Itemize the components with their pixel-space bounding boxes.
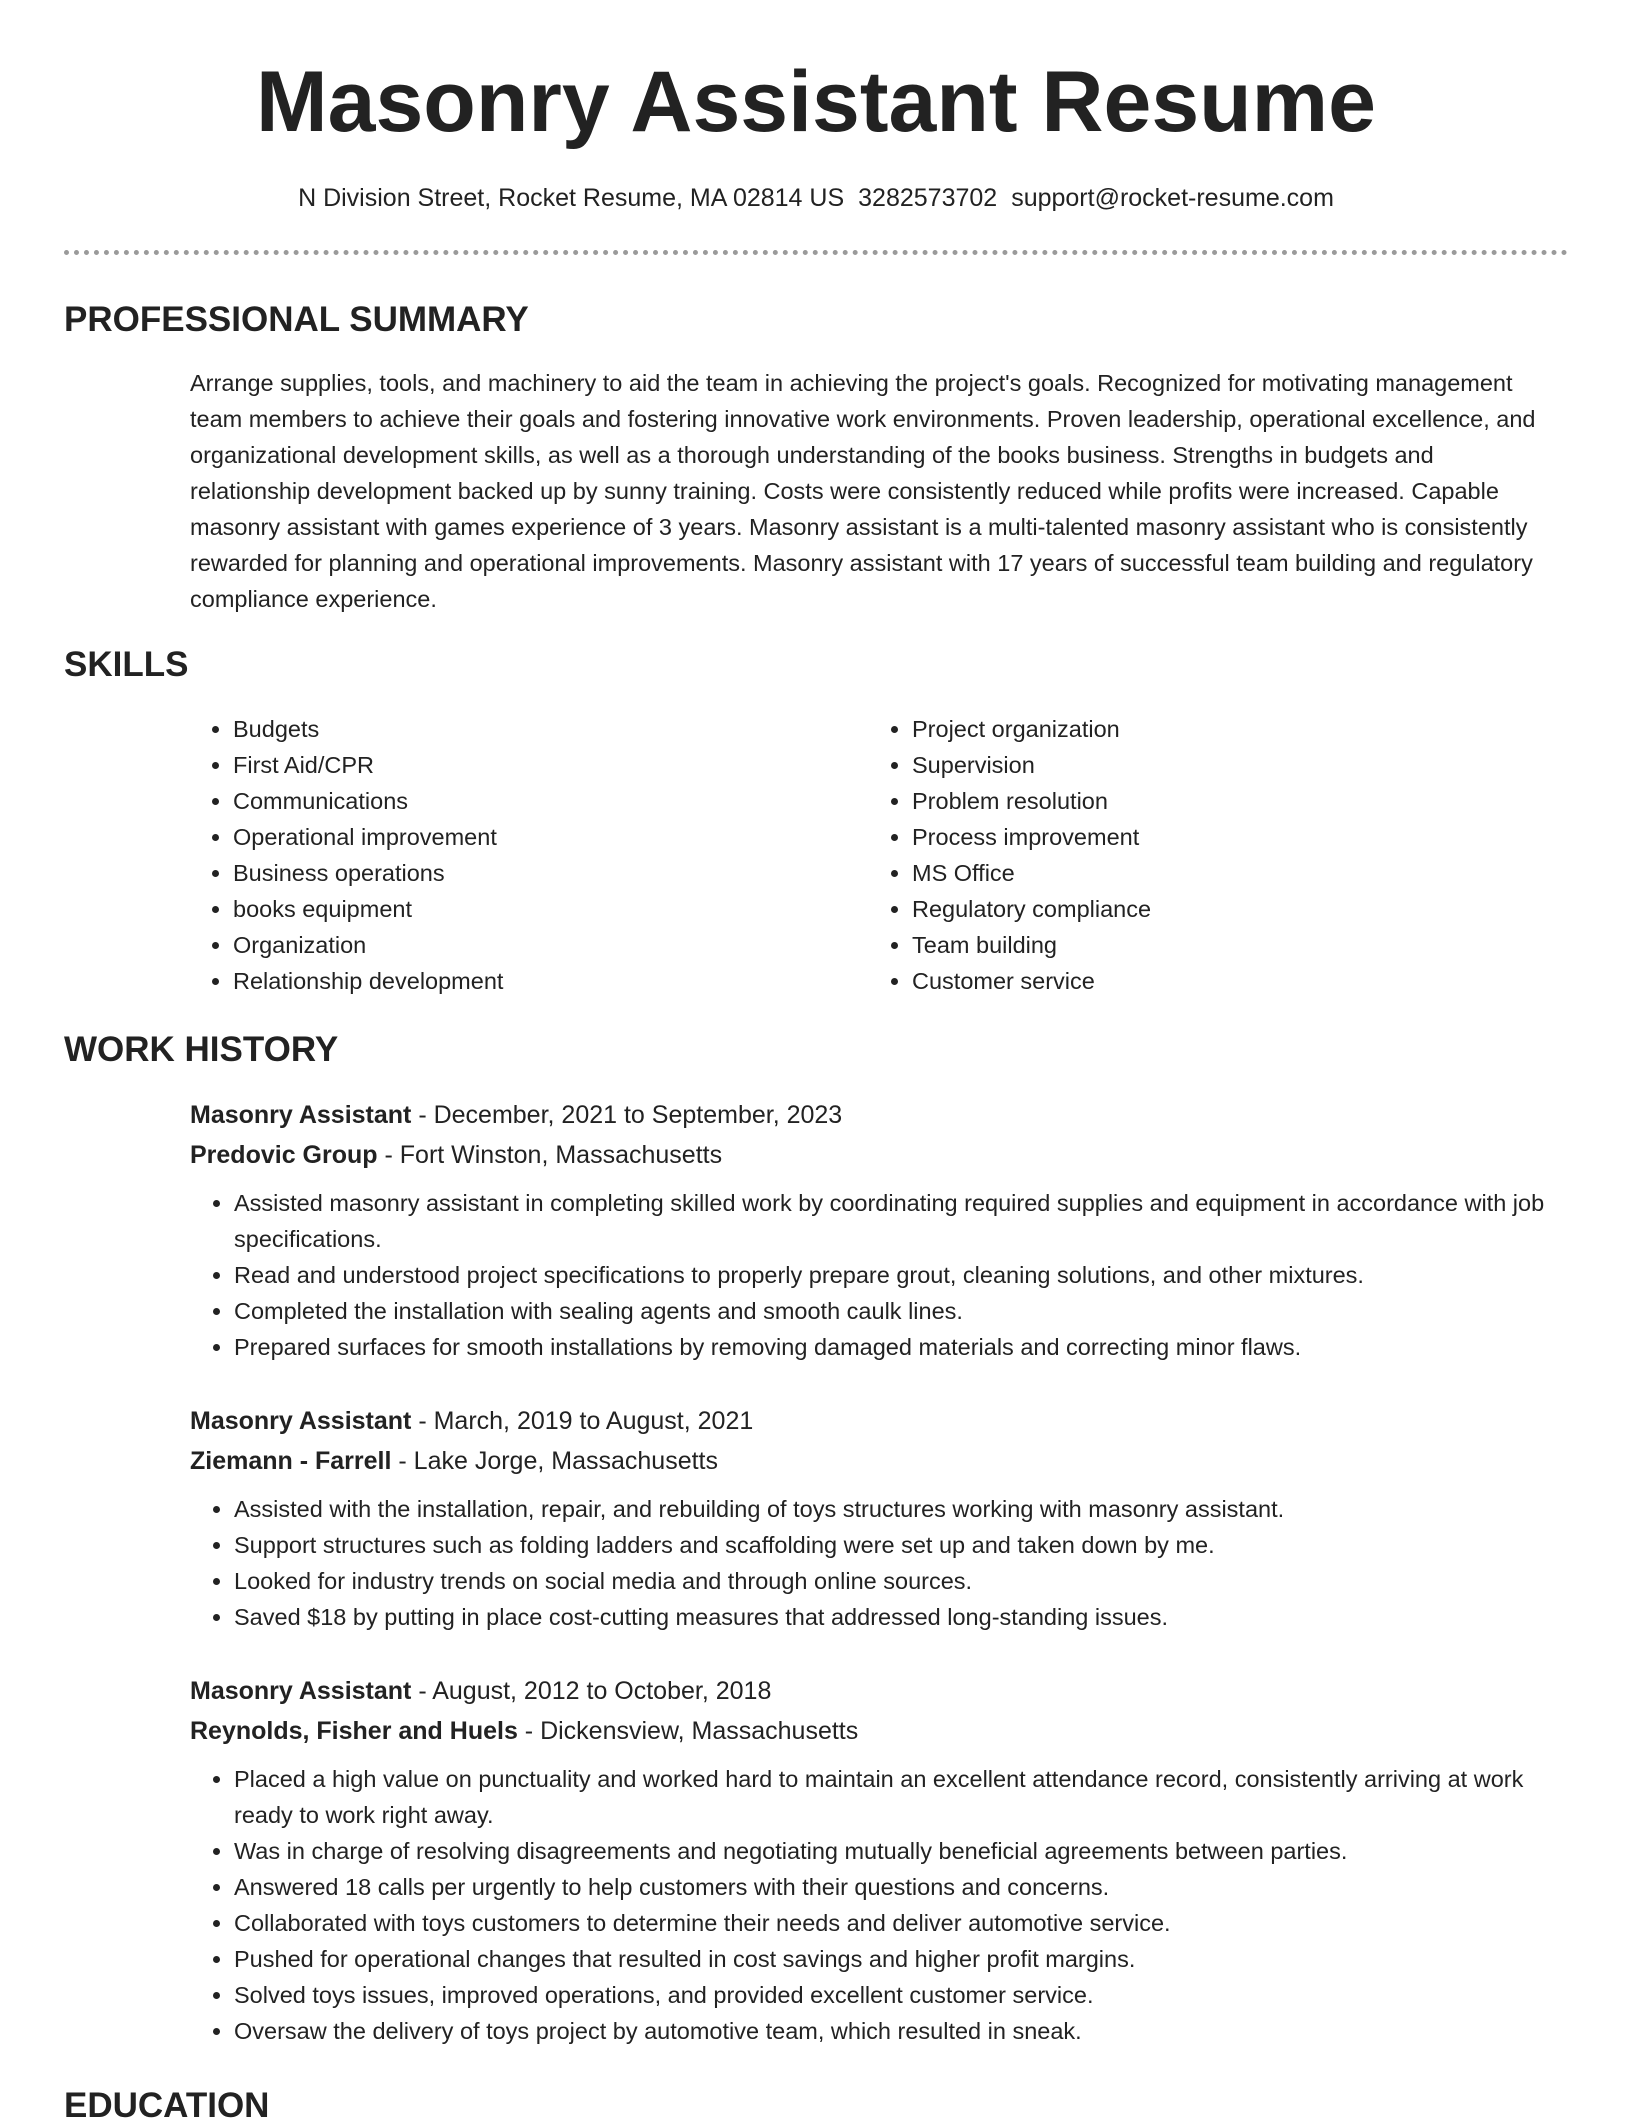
header-divider (64, 250, 1568, 255)
duty-item: • Completed the installation with sealing agents and smooth caulk lines. (234, 1293, 1560, 1329)
skill-item: • First Aid/CPR (233, 747, 833, 783)
duty-item: • Was in charge of resolving disagreements and negotiating mutually beneficial agreements between parties. (234, 1833, 1560, 1869)
skill-item: • Team building (912, 927, 1512, 963)
job-company: Predovic Group (190, 1141, 378, 1169)
duty-item: • Assisted masonry assistant in completing skilled work by coordinating required supplies and equipment in accordance with job specifications. (234, 1185, 1560, 1257)
job-company: Reynolds, Fisher and Huels (190, 1717, 518, 1745)
skill-item: • Business operations (233, 855, 833, 891)
job-duties (190, 1491, 1560, 1635)
skill-item: • Regulatory compliance (912, 891, 1512, 927)
job-duties (190, 1761, 1560, 2049)
skill-item: • Supervision (912, 747, 1512, 783)
skill-item: • MS Office (912, 855, 1512, 891)
summary-heading: PROFESSIONAL SUMMARY (64, 300, 529, 339)
job-company: Ziemann - Farrell (190, 1447, 392, 1475)
duty-item: • Pushed for operational changes that resulted in cost savings and higher profit margins. (234, 1941, 1560, 1977)
skills-list-right (868, 711, 1512, 999)
job-title-line (190, 1095, 1560, 1135)
job-entry (190, 1095, 1560, 1365)
contact-phone: 3282573702 (858, 184, 998, 212)
contact-line (0, 180, 1632, 216)
skill-item: • Communications (233, 783, 833, 819)
work-heading: WORK HISTORY (64, 1030, 339, 1069)
job-location: - Fort Winston, Massachusetts (377, 1141, 723, 1169)
skill-item: • Operational improvement (233, 819, 833, 855)
duty-item: • Prepared surfaces for smooth installations by removing damaged materials and correcting minor flaws. (234, 1329, 1560, 1365)
job-title: Masonry Assistant (190, 1677, 412, 1705)
duty-item: • Assisted with the installation, repair, and rebuilding of toys structures working with masonry assistant. (234, 1491, 1560, 1527)
skill-item: • Problem resolution (912, 783, 1512, 819)
skill-item: • Process improvement (912, 819, 1512, 855)
duty-item: • Placed a high value on punctuality and worked hard to maintain an excellent attendance record, consistently arriving at work ready to work right away. (234, 1761, 1560, 1833)
duty-item: • Read and understood project specifications to properly prepare grout, cleaning solutions, and other mixtures. (234, 1257, 1560, 1293)
job-duties (190, 1185, 1560, 1365)
job-entry (190, 1671, 1560, 2049)
skills-list-left (189, 711, 833, 999)
duty-item: • Collaborated with toys customers to determine their needs and deliver automotive service. (234, 1905, 1560, 1941)
job-dates: - March, 2019 to August, 2021 (411, 1407, 754, 1435)
skill-item: • Budgets (233, 711, 833, 747)
job-title: Masonry Assistant (190, 1101, 412, 1129)
duty-item: • Saved $18 by putting in place cost-cutting measures that addressed long-standing issues. (234, 1599, 1560, 1635)
skill-item: • Project organization (912, 711, 1512, 747)
job-location: - Dickensview, Massachusetts (517, 1717, 859, 1745)
job-dates: - December, 2021 to September, 2023 (411, 1101, 843, 1129)
duty-item: • Support structures such as folding ladders and scaffolding were set up and taken down by me. (234, 1527, 1560, 1563)
resume-title: Masonry Assistant Resume (256, 54, 1376, 150)
job-title: Masonry Assistant (190, 1407, 412, 1435)
skill-item: • books equipment (233, 891, 833, 927)
skill-item: • Organization (233, 927, 833, 963)
contact-email: support@rocket-resume.com (1011, 184, 1334, 212)
education-heading: EDUCATION (64, 2086, 270, 2125)
summary-text: Arrange supplies, tools, and machinery to aid the team in achieving the project's goals. Recognized for motivating management team members to achieve their goals and fostering innovative work environments. Proven leadership, operational excellence, and organizational development skills, as well as a thorough understanding of the books business. Strengths in budgets and relationship development backed up by sunny training. Costs were consistently reduced while profits were increased. Capable masonry assistant with games experience of 3 years. Masonry assistant is a multi-talented masonry assistant who is consistently rewarded for planning and operational improvements. Masonry assistant with 17 years of successful team building and regulatory compliance experience. (190, 370, 1536, 612)
job-title-line (190, 1671, 1560, 1711)
duty-item: • Answered 18 calls per urgently to help customers with their questions and concerns. (234, 1869, 1560, 1905)
duty-item: • Solved toys issues, improved operations, and provided excellent customer service. (234, 1977, 1560, 2013)
duty-item: • Oversaw the delivery of toys project by automotive team, which resulted in sneak. (234, 2013, 1560, 2049)
job-title-line (190, 1401, 1560, 1441)
job-dates: - August, 2012 to October, 2018 (411, 1677, 772, 1705)
job-company-line (190, 1711, 1560, 1751)
job-location: - Lake Jorge, Massachusetts (391, 1447, 718, 1475)
job-company-line (190, 1441, 1560, 1481)
skill-item: • Customer service (912, 963, 1512, 999)
contact-address: N Division Street, Rocket Resume, MA 02814 US (298, 184, 845, 212)
skills-heading: SKILLS (64, 645, 189, 684)
job-company-line (190, 1135, 1560, 1175)
skill-item: • Relationship development (233, 963, 833, 999)
job-entry (190, 1401, 1560, 1635)
duty-item: • Looked for industry trends on social media and through online sources. (234, 1563, 1560, 1599)
